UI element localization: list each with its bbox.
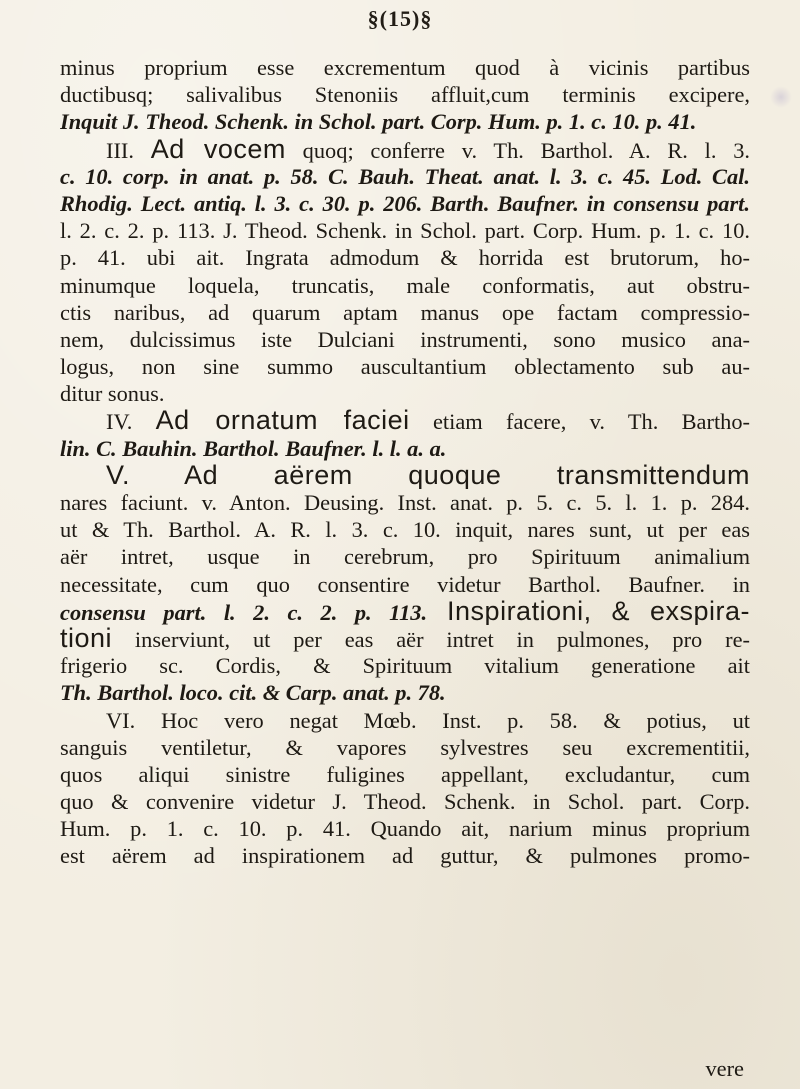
text-line [60,598,750,625]
line-text: Inquit J. Theod. Schenk. in Schol. part. Corp. Hum. p. 1. c. 10. p. 41. [60,109,697,135]
line-text: necessitate, cum quo consentire videtur Barthol. Baufner. in [60,571,750,597]
text-line [60,734,750,761]
text-line [60,462,750,489]
line-text: quos aliqui sinistre fuligines appellant, excludantur, cum [60,761,750,787]
text-line [60,788,750,815]
line-text: etiam facere, v. Th. Bartho- [409,409,750,435]
section-number: IV. [106,409,156,435]
line-text: ut & Th. Barthol. A. R. l. 3. c. 10. inquit, nares sunt, ut per eas [60,517,750,543]
line-text: logus, non sine summo auscultantium oblectamento sub au- [60,354,750,380]
heading-phrase: Inspirationi, & exspira- [427,597,750,625]
text-line [60,516,750,543]
line-text: Rhodig. Lect. antiq. l. 3. c. 30. p. 206. Barth. Baufner. in consensu part. [60,190,750,216]
text-line [60,625,750,652]
line-text: l. 2. c. 2. p. 113. J. Theod. Schenk. in Schol. part. Corp. Hum. p. 1. c. 10. [60,218,750,244]
heading-phrase: tioni [60,624,113,653]
line-text: p. 41. ubi ait. Ingrata admodum & horrida est brutorum, ho- [60,245,750,271]
heading-phrase: Ad vocem [150,135,286,163]
line-text: nares faciunt. v. Anton. Deusing. Inst. anat. p. 5. c. 5. l. 1. p. 284. [60,490,750,515]
text-line [60,217,750,244]
text-line [60,761,750,788]
text-line [60,489,750,516]
line-text: lin. C. Bauhin. Barthol. Baufner. l. l. a. a. [60,435,447,461]
section-number: III. [106,137,151,163]
text-line [60,353,750,380]
line-text: consensu part. l. 2. c. 2. p. 113. [60,599,428,625]
line-text: ditur sonus. [60,381,165,407]
line-text: quoq; conferre v. Th. Barthol. A. R. l. 3. [285,137,750,163]
page-number: §(15)§ [367,6,433,31]
line-text: VI. Hoc vero negat Mœb. Inst. p. 58. & potius, ut [106,707,750,733]
text-line [60,571,750,598]
text-line [60,435,750,462]
line-text: est aërem ad inspirationem ad guttur, & pulmones promo- [60,843,750,869]
line-text: sanguis ventiletur, & vapores sylvestres seu excrementitii, [60,734,750,760]
text-line [60,407,750,434]
heading-phrase: Ad ornatum faciei [155,407,410,435]
line-text: minus proprium esse excrementum quod à vicinis partibus [60,55,750,80]
text-line [60,543,750,570]
text-line [60,652,750,679]
line-text: minumque loquela, truncatis, male conformatis, aut obstru- [60,272,750,298]
heading-phrase: V. Ad aërem quoque transmittendum [106,461,750,489]
text-line [60,244,750,271]
line-text: frigerio sc. Cordis, & Spirituum vitalium generatione ait [60,653,750,679]
text-line [60,163,750,190]
text-line [60,299,750,326]
text-line [60,842,750,869]
line-text: Hum. p. 1. c. 10. p. 41. Quando ait, narium minus proprium [60,816,750,842]
line-text: c. 10. corp. in anat. p. 58. C. Bauh. Theat. anat. l. 3. c. 45. Lod. Cal. [60,163,750,189]
catchword: vere [705,1056,744,1081]
text-line [60,108,750,135]
line-text: nem, dulcissimus iste Dulciani instrumenti, sono musico ana- [60,326,750,352]
line-text: ctis naribus, ad quarum aptam manus ope factam compressio- [60,299,750,325]
text-line [60,136,750,163]
text-line [60,380,750,407]
line-text: inserviunt, ut per eas aër intret in pulmones, pro re- [112,626,750,652]
body-text [60,54,750,870]
text-line [60,190,750,217]
text-line [60,81,750,108]
text-line [60,54,750,81]
text-line [60,326,750,353]
line-text: Th. Barthol. loco. cit. & Carp. anat. p. 78. [60,680,446,706]
text-line [60,707,750,734]
line-text: ductibusq; salivalibus Stenoniis affluit,cum terminis excipere, [60,82,750,108]
line-text: aër intret, usque in cerebrum, pro Spirituum animalium [60,544,750,570]
line-text: quo & convenire videtur J. Theod. Schenk. in Schol. part. Corp. [60,789,750,815]
ink-smudge [770,86,792,108]
text-line [60,679,750,706]
text-line [60,272,750,299]
text-line [60,815,750,842]
